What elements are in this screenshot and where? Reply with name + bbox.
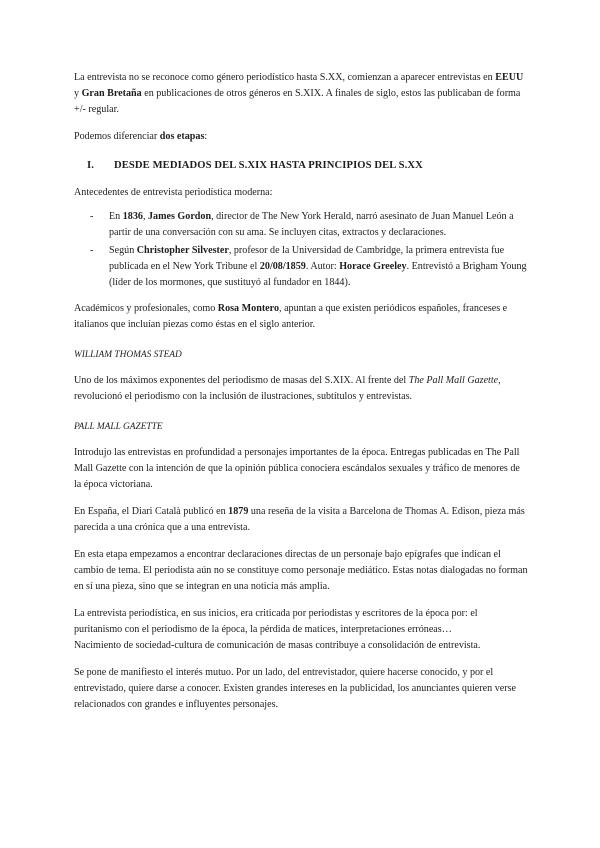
stage-paragraph: En esta etapa empezamos a encontrar declaraciones directas de un personaje bajo epígrafes que indican el cambio de tema. El periodista aún no se constituye como personaje mediático. Estas notas dialogadas no forman en sí una pieza, sino que se integran en una noticia más amplia. bbox=[74, 549, 528, 592]
document-page bbox=[74, 70, 528, 713]
list-item: - En 1836, James Gordon, director de The New York Herald, narró asesinato de Juan Manuel León a partir de una conversación con su ama. Se incluyen citas, extractos y declaraciones. bbox=[90, 211, 514, 238]
intro-paragraph: La entrevista no se reconoce como género periodístico hasta S.XX, comienzan a aparecer entrevistas en EEUU y Gran Bretaña en publicaciones de otros géneros en S.XIX. A finales de siglo, estos las publicaban de forma +/- regular. bbox=[74, 72, 524, 115]
section-title: DESDE MEDIADOS DEL S.XIX HASTA PRINCIPIOS DEL S.XX bbox=[114, 160, 423, 171]
academics-paragraph: Académicos y profesionales, como Rosa Montero, apuntan a que existen periódicos españoles, franceses e italianos que incluían piezas como éstas en el siglo anterior. bbox=[74, 303, 508, 330]
pallmall-paragraph: Introdujo las entrevistas en profundidad a personajes importantes de la época. Entregas publicadas en The Pall Mall Gazette con la intención de que la opinión pública conociera escándalos sexuales y tráfico de menores de la época victoriana. bbox=[74, 447, 520, 490]
intro-bold-gran-bretana: Gran Bretaña bbox=[81, 88, 142, 99]
interest-paragraph: Se pone de manifiesto el interés mutuo. Por un lado, del entrevistador, quiere hacerse conocido, y por el entrevistado, quiere darse a conocer. Existen grandes intereses en la publicidad, los anunciantes quieren verse relacionados con grandes e influyentes personajes. bbox=[74, 667, 516, 710]
stages-paragraph: Podemos diferenciar dos etapas: bbox=[74, 131, 208, 142]
dash-bullet: - bbox=[90, 245, 94, 256]
criticism-paragraph: La entrevista periodística, en sus inicios, era criticada por periodistas y escritores de la época por: el puritanismo con el periodismo de la época, la pérdida de matices, interpretaciones erróneas… Nacimiento de sociedad-cultura de comunicación de masas contribuye a consolidación de entrevista. bbox=[74, 608, 481, 651]
stead-label: WILLIAM THOMAS STEAD bbox=[74, 350, 182, 360]
dash-bullet: - bbox=[90, 211, 94, 222]
antecedents-list bbox=[74, 209, 528, 291]
list-item: - Según Christopher Silvester, profesor de la Universidad de Cambridge, la primera entrevista fue publicada en el New York Tribune el 20/08/1859. Autor: Horace Greeley. Entrevistó a Brigham Young (líder de los mormones, que sustituyó al fundador en 1844). bbox=[90, 245, 527, 288]
pallmall-label: PALL MALL GAZETTE bbox=[74, 422, 163, 432]
spain-paragraph: En España, el Diari Català publicó en 1879 una reseña de la visita a Barcelona de Thomas A. Edison, pieza más parecida a una crónica que a una entrevista. bbox=[74, 506, 525, 533]
section-number: I. bbox=[87, 160, 94, 171]
antecedents-paragraph: Antecedentes de entrevista periodística moderna: bbox=[74, 187, 273, 198]
stead-paragraph: Uno de los máximos exponentes del periodismo de masas del S.XIX. Al frente del The Pall Mall Gazette, revolucionó el periodismo con la inclusión de ilustraciones, subtítulos y entrevistas. bbox=[74, 375, 501, 402]
section-heading bbox=[74, 158, 528, 174]
intro-bold-eeuu: EEUU bbox=[495, 72, 524, 83]
